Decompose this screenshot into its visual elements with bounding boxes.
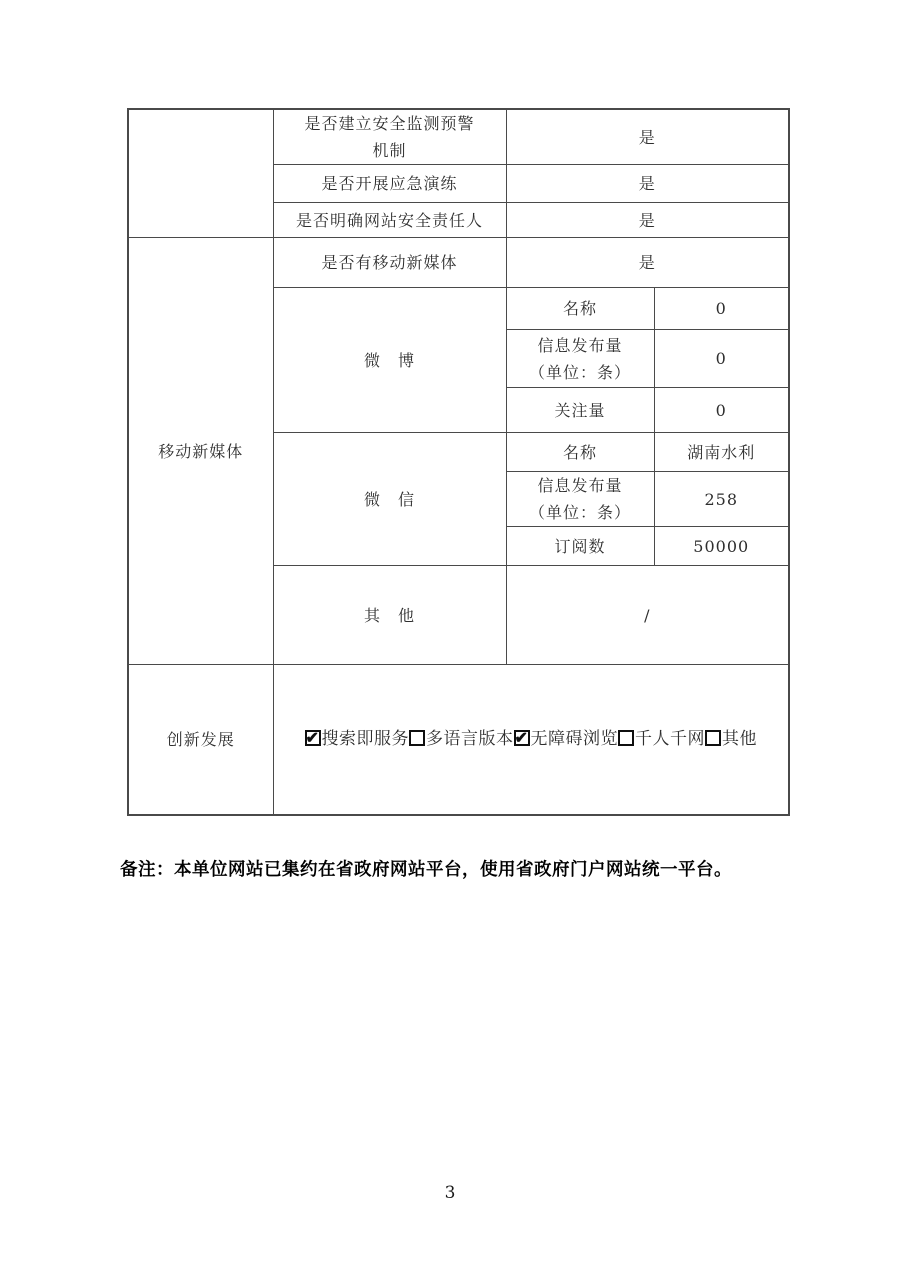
weibo-name-label: 名称 [506,288,654,330]
other-media-label: 其 他 [273,566,506,665]
checkbox-icon [705,730,721,746]
option-label: 其他 [722,728,757,749]
weibo-followers-value: 0 [654,388,789,433]
weibo-posts-label [506,330,654,388]
weibo-name-value: 0 [654,288,789,330]
checkbox-icon [514,730,530,746]
security-monitor-value: 是 [506,109,789,165]
label-line: （单位：条） [528,362,631,382]
weibo-posts-value: 0 [654,330,789,388]
section-cell-mobile-media: 移动新媒体 [128,238,273,665]
emergency-drill-value: 是 [506,165,789,203]
section-cell-innovation: 创新发展 [128,665,273,815]
innovation-options-cell [273,665,789,815]
other-media-value: / [506,566,789,665]
table-row [128,109,789,165]
weibo-label: 微 博 [273,288,506,433]
weibo-followers-label: 关注量 [506,388,654,433]
has-mobile-media-value: 是 [506,238,789,288]
label-line: （单位：条） [528,503,631,522]
label-line: 机制 [372,141,407,160]
table-row [128,238,789,288]
website-report-table [127,108,790,816]
label-line: 信息发布量 [537,335,623,355]
option-label: 千人千网 [635,728,705,749]
security-officer-label: 是否明确网站安全责任人 [273,203,506,238]
wechat-name-value: 湖南水利 [654,433,789,472]
innovation-options-line [274,726,789,753]
security-officer-value: 是 [506,203,789,238]
label-line: 是否建立安全监测预警 [304,114,475,133]
wechat-subscribers-label: 订阅数 [506,527,654,566]
wechat-subscribers-value: 50000 [654,527,789,566]
page-number: 3 [444,1183,456,1203]
checkbox-icon [305,730,321,746]
footnote: 备注：本单位网站已集约在省政府网站平台，使用省政府门户网站统一平台。 [120,860,732,880]
checkbox-icon [409,730,425,746]
has-mobile-media-label: 是否有移动新媒体 [273,238,506,288]
section-cell-empty [128,109,273,238]
wechat-label: 微 信 [273,433,506,566]
wechat-name-label: 名称 [506,433,654,472]
option-label: 多语言版本 [426,728,514,749]
checkbox-icon [618,730,634,746]
security-monitor-label [273,109,506,165]
option-label: 搜索即服务 [321,728,409,749]
table-row [128,665,789,815]
label-line: 信息发布量 [537,476,623,495]
wechat-posts-label [506,472,654,527]
emergency-drill-label: 是否开展应急演练 [273,165,506,203]
option-label: 无障碍浏览 [530,728,618,749]
wechat-posts-value: 258 [654,472,789,527]
